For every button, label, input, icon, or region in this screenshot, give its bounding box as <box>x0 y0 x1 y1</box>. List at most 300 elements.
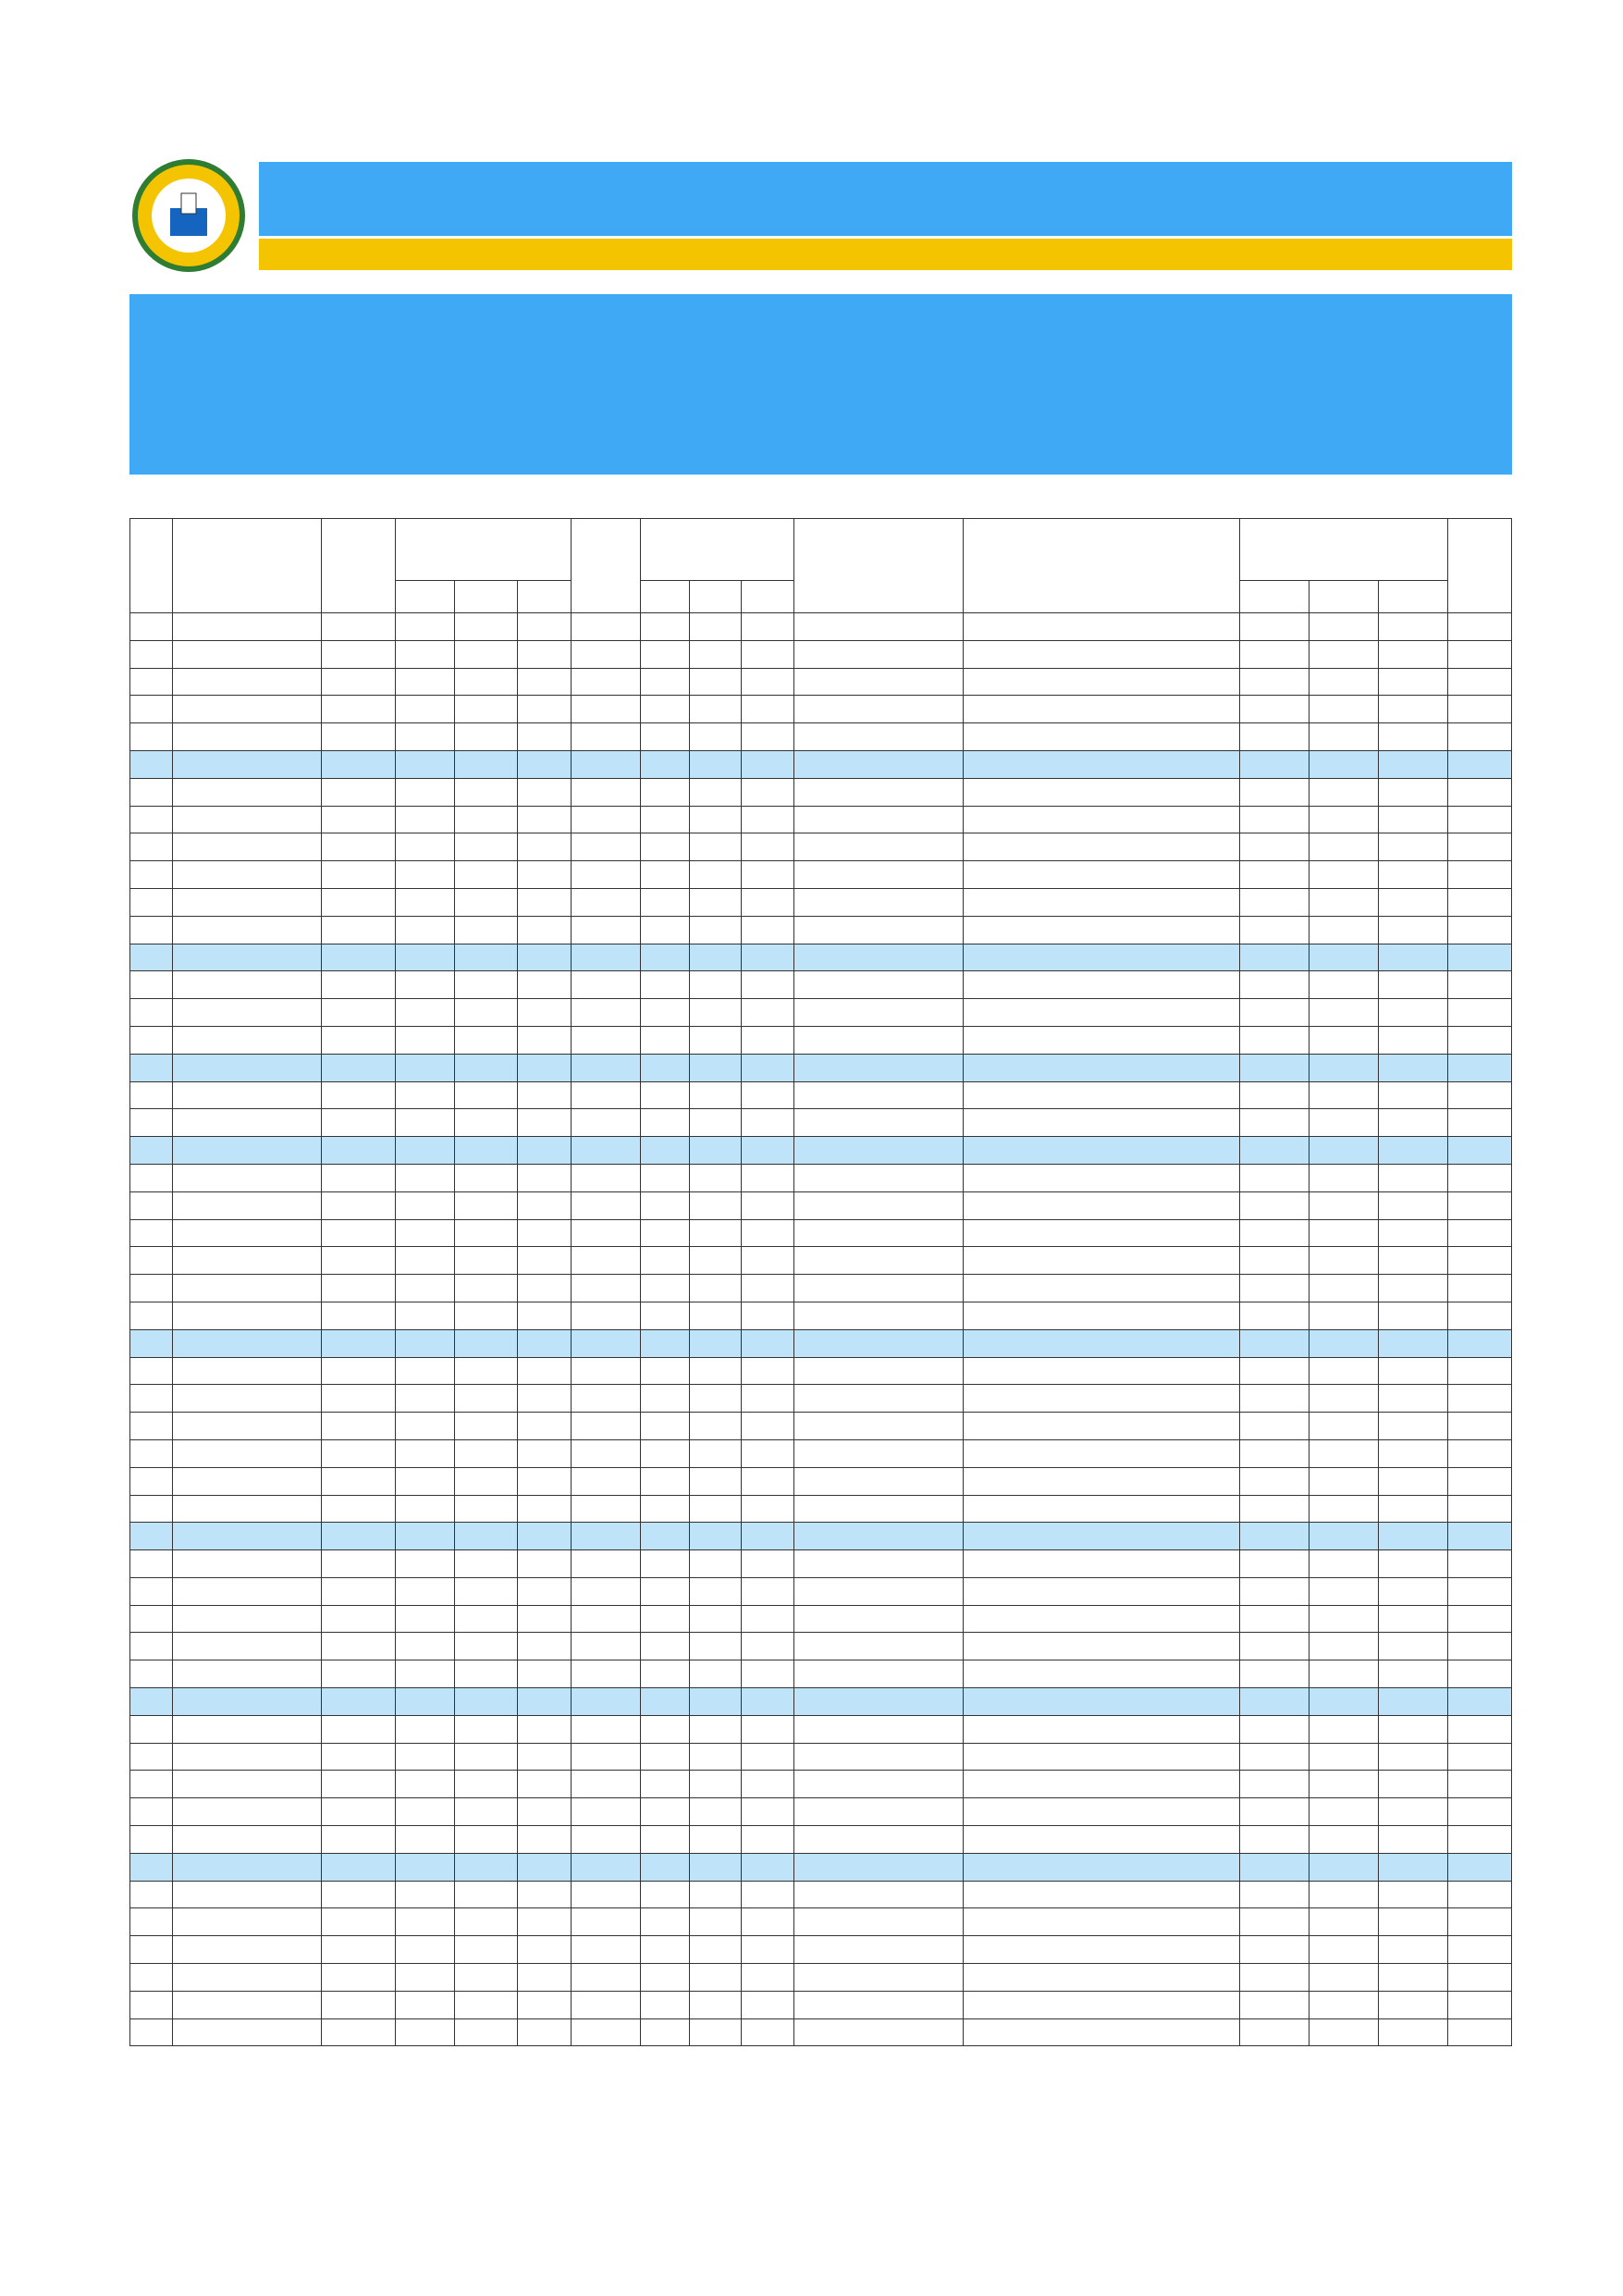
cell-invalid-advance <box>690 1137 741 1165</box>
cell-votes-total <box>1379 1495 1448 1523</box>
cell-invalid-inperson <box>641 1660 690 1688</box>
cell-votes-total <box>1379 1798 1448 1826</box>
candidate-row <box>130 1026 1512 1054</box>
cell-turnout <box>571 1688 640 1716</box>
cell-constituency <box>173 888 321 916</box>
cell-votes-inperson <box>1239 888 1309 916</box>
cell-total-voters <box>321 1413 395 1440</box>
cell-candidate <box>794 1357 964 1385</box>
cell-cast-advance <box>454 861 518 889</box>
cell-total-voters <box>321 944 395 971</box>
cell-votes-total <box>1379 1385 1448 1413</box>
cell-votes-inperson <box>1239 1247 1309 1275</box>
cell-cast-advance <box>454 1633 518 1660</box>
cell-total-voters <box>321 1439 395 1467</box>
cell-invalid-total <box>741 1275 794 1302</box>
candidate-row <box>130 723 1512 751</box>
cell-turnout <box>571 1026 640 1054</box>
cell-cast-total <box>518 1523 572 1550</box>
cell-no <box>130 1908 173 1936</box>
cell-share <box>1448 1164 1512 1191</box>
cell-cast-advance <box>454 1577 518 1605</box>
cell-invalid-advance <box>690 1660 741 1688</box>
candidate-row <box>130 916 1512 944</box>
cell-share <box>1448 1219 1512 1247</box>
cell-party <box>963 1247 1239 1275</box>
col-votes-total <box>1379 581 1448 613</box>
cell-invalid-total <box>741 1247 794 1275</box>
cell-candidate <box>794 1329 964 1357</box>
cell-constituency <box>173 1026 321 1054</box>
cell-turnout <box>571 1054 640 1081</box>
cell-party <box>963 1688 1239 1716</box>
cell-candidate <box>794 1715 964 1743</box>
cell-invalid-total <box>741 1385 794 1413</box>
cell-votes-inperson <box>1239 806 1309 833</box>
cell-cast-advance <box>454 1605 518 1633</box>
cell-invalid-inperson <box>641 1964 690 1992</box>
cell-candidate <box>794 1495 964 1523</box>
cell-votes-total <box>1379 971 1448 999</box>
cell-candidate <box>794 1688 964 1716</box>
cell-candidate <box>794 723 964 751</box>
cell-no <box>130 1109 173 1137</box>
cell-invalid-total <box>741 1688 794 1716</box>
cell-votes-total <box>1379 944 1448 971</box>
constituency-row <box>130 750 1512 778</box>
cell-no <box>130 1137 173 1165</box>
cell-invalid-advance <box>690 1881 741 1908</box>
cell-share <box>1448 723 1512 751</box>
cell-turnout <box>571 1357 640 1385</box>
cell-votes-inperson <box>1239 971 1309 999</box>
cell-cast-inperson <box>395 806 454 833</box>
cell-party <box>963 1605 1239 1633</box>
cell-invalid-inperson <box>641 1688 690 1716</box>
cell-party <box>963 888 1239 916</box>
cell-party <box>963 1357 1239 1385</box>
cell-total-voters <box>321 1660 395 1688</box>
cell-constituency <box>173 1881 321 1908</box>
cell-share <box>1448 1439 1512 1467</box>
cell-cast-inperson <box>395 1826 454 1854</box>
cell-cast-inperson <box>395 1633 454 1660</box>
cell-cast-inperson <box>395 1164 454 1191</box>
cell-invalid-inperson <box>641 1523 690 1550</box>
cell-cast-total <box>518 1964 572 1992</box>
cell-invalid-total <box>741 1081 794 1109</box>
cell-no <box>130 1688 173 1716</box>
candidate-row <box>130 1191 1512 1219</box>
cell-invalid-inperson <box>641 971 690 999</box>
cell-invalid-advance <box>690 1164 741 1191</box>
cell-share <box>1448 1605 1512 1633</box>
cell-no <box>130 1964 173 1992</box>
cell-votes-total <box>1379 1275 1448 1302</box>
constituency-row <box>130 1054 1512 1081</box>
cell-votes-advance <box>1309 1688 1378 1716</box>
cell-invalid-inperson <box>641 1191 690 1219</box>
cell-cast-inperson <box>395 640 454 668</box>
cell-invalid-inperson <box>641 1991 690 2018</box>
candidate-row <box>130 640 1512 668</box>
cell-total-voters <box>321 1964 395 1992</box>
cell-invalid-advance <box>690 1439 741 1467</box>
cell-cast-advance <box>454 1275 518 1302</box>
cell-invalid-advance <box>690 1219 741 1247</box>
candidate-row <box>130 668 1512 696</box>
cell-constituency <box>173 1964 321 1992</box>
cell-invalid-total <box>741 1798 794 1826</box>
cell-total-voters <box>321 723 395 751</box>
col-votes-cast <box>395 519 571 581</box>
col-votes-inperson <box>1239 581 1309 613</box>
cell-cast-total <box>518 1302 572 1329</box>
candidate-row <box>130 1577 1512 1605</box>
cell-votes-total <box>1379 640 1448 668</box>
cell-cast-total <box>518 640 572 668</box>
col-votes-obtained <box>1239 519 1448 581</box>
cell-cast-inperson <box>395 888 454 916</box>
constituency-row <box>130 1329 1512 1357</box>
cell-constituency <box>173 1109 321 1137</box>
cell-invalid-inperson <box>641 916 690 944</box>
cell-votes-inperson <box>1239 916 1309 944</box>
cell-votes-advance <box>1309 1164 1378 1191</box>
cell-cast-total <box>518 1826 572 1854</box>
cell-share <box>1448 1577 1512 1605</box>
cell-votes-advance <box>1309 2018 1378 2046</box>
cell-votes-advance <box>1309 916 1378 944</box>
cell-share <box>1448 1191 1512 1219</box>
cell-party <box>963 613 1239 641</box>
cell-invalid-inperson <box>641 1247 690 1275</box>
cell-cast-inperson <box>395 696 454 723</box>
cell-total-voters <box>321 1715 395 1743</box>
section-heading <box>129 294 1512 475</box>
cell-share <box>1448 668 1512 696</box>
cell-cast-inperson <box>395 1550 454 1578</box>
cell-votes-total <box>1379 1026 1448 1054</box>
cell-turnout <box>571 833 640 861</box>
cell-votes-advance <box>1309 1247 1378 1275</box>
candidate-row <box>130 833 1512 861</box>
col-invalid-advance <box>690 581 741 613</box>
cell-cast-inperson <box>395 1964 454 1992</box>
cell-invalid-total <box>741 668 794 696</box>
cell-total-voters <box>321 1385 395 1413</box>
cell-cast-inperson <box>395 944 454 971</box>
cell-cast-inperson <box>395 1191 454 1219</box>
cell-no <box>130 1081 173 1109</box>
cell-invalid-total <box>741 1605 794 1633</box>
cell-candidate <box>794 1467 964 1495</box>
cell-invalid-total <box>741 1633 794 1660</box>
cell-cast-inperson <box>395 750 454 778</box>
info-band <box>259 239 1512 270</box>
cell-candidate <box>794 1633 964 1660</box>
cell-invalid-total <box>741 750 794 778</box>
cell-share <box>1448 1798 1512 1826</box>
cell-no <box>130 806 173 833</box>
cell-votes-total <box>1379 1329 1448 1357</box>
cell-share <box>1448 1908 1512 1936</box>
cell-invalid-inperson <box>641 1495 690 1523</box>
col-constituency <box>173 519 321 613</box>
cell-turnout <box>571 1991 640 2018</box>
cell-share <box>1448 1633 1512 1660</box>
cell-total-voters <box>321 1550 395 1578</box>
cell-total-voters <box>321 1743 395 1771</box>
cell-cast-total <box>518 971 572 999</box>
candidate-row <box>130 1164 1512 1191</box>
cell-votes-total <box>1379 750 1448 778</box>
cell-cast-advance <box>454 1771 518 1798</box>
constituency-row <box>130 1853 1512 1881</box>
cell-votes-total <box>1379 1964 1448 1992</box>
cell-cast-total <box>518 1633 572 1660</box>
col-no <box>130 519 173 613</box>
cell-no <box>130 1385 173 1413</box>
cell-cast-total <box>518 668 572 696</box>
cell-cast-advance <box>454 1743 518 1771</box>
cell-votes-inperson <box>1239 1385 1309 1413</box>
cell-no <box>130 1054 173 1081</box>
candidate-row <box>130 696 1512 723</box>
cell-votes-advance <box>1309 806 1378 833</box>
cell-invalid-advance <box>690 1302 741 1329</box>
cell-invalid-total <box>741 1936 794 1964</box>
cell-invalid-total <box>741 833 794 861</box>
cell-votes-advance <box>1309 1826 1378 1854</box>
cell-cast-total <box>518 750 572 778</box>
cell-votes-inperson <box>1239 861 1309 889</box>
cell-total-voters <box>321 1908 395 1936</box>
cell-invalid-inperson <box>641 1577 690 1605</box>
cell-invalid-advance <box>690 1275 741 1302</box>
cell-cast-inperson <box>395 833 454 861</box>
cell-cast-total <box>518 1936 572 1964</box>
cell-invalid-total <box>741 640 794 668</box>
cell-turnout <box>571 916 640 944</box>
cell-invalid-inperson <box>641 1026 690 1054</box>
cell-total-voters <box>321 1109 395 1137</box>
cell-cast-inperson <box>395 1302 454 1329</box>
cell-votes-advance <box>1309 888 1378 916</box>
col-cast-advance <box>454 581 518 613</box>
cell-invalid-total <box>741 1826 794 1854</box>
cell-votes-advance <box>1309 1964 1378 1992</box>
cell-party <box>963 1633 1239 1660</box>
cell-cast-advance <box>454 1385 518 1413</box>
candidate-row <box>130 1715 1512 1743</box>
cell-cast-inperson <box>395 1715 454 1743</box>
cell-votes-inperson <box>1239 833 1309 861</box>
cell-party <box>963 750 1239 778</box>
cell-party <box>963 944 1239 971</box>
cell-no <box>130 1633 173 1660</box>
cell-no <box>130 1219 173 1247</box>
candidate-row <box>130 1467 1512 1495</box>
cell-votes-total <box>1379 2018 1448 2046</box>
cell-votes-total <box>1379 1439 1448 1467</box>
cell-share <box>1448 1936 1512 1964</box>
cell-candidate <box>794 1026 964 1054</box>
cell-cast-inperson <box>395 1991 454 2018</box>
cell-votes-total <box>1379 668 1448 696</box>
cell-invalid-total <box>741 971 794 999</box>
cell-votes-advance <box>1309 1743 1378 1771</box>
cell-total-voters <box>321 696 395 723</box>
cell-total-voters <box>321 1026 395 1054</box>
candidate-row <box>130 1991 1512 2018</box>
cell-cast-total <box>518 1798 572 1826</box>
union-election-commission-logo <box>129 153 248 291</box>
cell-votes-total <box>1379 1164 1448 1191</box>
cell-invalid-advance <box>690 999 741 1027</box>
cell-share <box>1448 861 1512 889</box>
cell-no <box>130 668 173 696</box>
cell-invalid-advance <box>690 1605 741 1633</box>
cell-turnout <box>571 1964 640 1992</box>
cell-turnout <box>571 1137 640 1165</box>
cell-votes-total <box>1379 1991 1448 2018</box>
constituency-row <box>130 1688 1512 1716</box>
cell-party <box>963 1191 1239 1219</box>
candidate-row <box>130 1247 1512 1275</box>
cell-cast-total <box>518 1191 572 1219</box>
cell-invalid-inperson <box>641 1329 690 1357</box>
cell-constituency <box>173 778 321 806</box>
cell-constituency <box>173 1798 321 1826</box>
cell-invalid-inperson <box>641 613 690 641</box>
cell-candidate <box>794 999 964 1027</box>
cell-invalid-inperson <box>641 888 690 916</box>
cell-invalid-inperson <box>641 1936 690 1964</box>
cell-votes-inperson <box>1239 1054 1309 1081</box>
cell-invalid-total <box>741 1054 794 1081</box>
cell-constituency <box>173 1467 321 1495</box>
cell-cast-inperson <box>395 1495 454 1523</box>
cell-constituency <box>173 916 321 944</box>
cell-candidate <box>794 1219 964 1247</box>
cell-no <box>130 1495 173 1523</box>
cell-cast-inperson <box>395 971 454 999</box>
cell-votes-advance <box>1309 1550 1378 1578</box>
cell-share <box>1448 1826 1512 1854</box>
cell-cast-advance <box>454 971 518 999</box>
cell-total-voters <box>321 778 395 806</box>
cell-invalid-advance <box>690 1908 741 1936</box>
cell-cast-total <box>518 1439 572 1467</box>
cell-constituency <box>173 861 321 889</box>
cell-constituency <box>173 1550 321 1578</box>
cell-turnout <box>571 1385 640 1413</box>
cell-votes-inperson <box>1239 1688 1309 1716</box>
cell-invalid-advance <box>690 1853 741 1881</box>
constituency-row <box>130 1523 1512 1550</box>
cell-votes-inperson <box>1239 1302 1309 1329</box>
cell-constituency <box>173 833 321 861</box>
cell-invalid-total <box>741 696 794 723</box>
cell-invalid-total <box>741 1523 794 1550</box>
cell-no <box>130 750 173 778</box>
col-cast-total <box>518 581 572 613</box>
cell-cast-advance <box>454 1523 518 1550</box>
cell-invalid-inperson <box>641 1439 690 1467</box>
cell-no <box>130 1275 173 1302</box>
document-header <box>129 153 1512 291</box>
cell-cast-total <box>518 944 572 971</box>
cell-votes-advance <box>1309 999 1378 1027</box>
cell-no <box>130 1853 173 1881</box>
cell-total-voters <box>321 1054 395 1081</box>
cell-share <box>1448 1715 1512 1743</box>
cell-turnout <box>571 640 640 668</box>
cell-invalid-inperson <box>641 1715 690 1743</box>
cell-invalid-inperson <box>641 1605 690 1633</box>
cell-votes-inperson <box>1239 1275 1309 1302</box>
cell-cast-total <box>518 1081 572 1109</box>
cell-cast-advance <box>454 1688 518 1716</box>
cell-candidate <box>794 1743 964 1771</box>
cell-votes-total <box>1379 1633 1448 1660</box>
cell-candidate <box>794 1908 964 1936</box>
cell-total-voters <box>321 1329 395 1357</box>
cell-party <box>963 1771 1239 1798</box>
cell-share <box>1448 916 1512 944</box>
cell-votes-advance <box>1309 1853 1378 1881</box>
candidate-row <box>130 1936 1512 1964</box>
cell-cast-inperson <box>395 1798 454 1826</box>
cell-votes-inperson <box>1239 1081 1309 1109</box>
cell-cast-advance <box>454 1550 518 1578</box>
cell-votes-inperson <box>1239 1357 1309 1385</box>
cell-votes-total <box>1379 1413 1448 1440</box>
cell-share <box>1448 1413 1512 1440</box>
cell-party <box>963 1577 1239 1605</box>
cell-no <box>130 1771 173 1798</box>
cell-total-voters <box>321 750 395 778</box>
cell-turnout <box>571 1439 640 1467</box>
cell-invalid-advance <box>690 696 741 723</box>
cell-cast-inperson <box>395 1853 454 1881</box>
candidate-row <box>130 1550 1512 1578</box>
cell-invalid-total <box>741 1715 794 1743</box>
cell-constituency <box>173 1439 321 1467</box>
cell-invalid-total <box>741 1026 794 1054</box>
candidate-row <box>130 778 1512 806</box>
cell-candidate <box>794 1275 964 1302</box>
candidate-row <box>130 1605 1512 1633</box>
cell-candidate <box>794 1605 964 1633</box>
cell-total-voters <box>321 1991 395 2018</box>
cell-constituency <box>173 1853 321 1881</box>
cell-turnout <box>571 1633 640 1660</box>
cell-party <box>963 1026 1239 1054</box>
cell-no <box>130 1302 173 1329</box>
cell-party <box>963 2018 1239 2046</box>
cell-votes-total <box>1379 861 1448 889</box>
cell-votes-total <box>1379 1191 1448 1219</box>
cell-candidate <box>794 833 964 861</box>
cell-cast-advance <box>454 1964 518 1992</box>
cell-no <box>130 1991 173 2018</box>
cell-candidate <box>794 1798 964 1826</box>
cell-turnout <box>571 1881 640 1908</box>
cell-invalid-total <box>741 1439 794 1467</box>
cell-party <box>963 916 1239 944</box>
